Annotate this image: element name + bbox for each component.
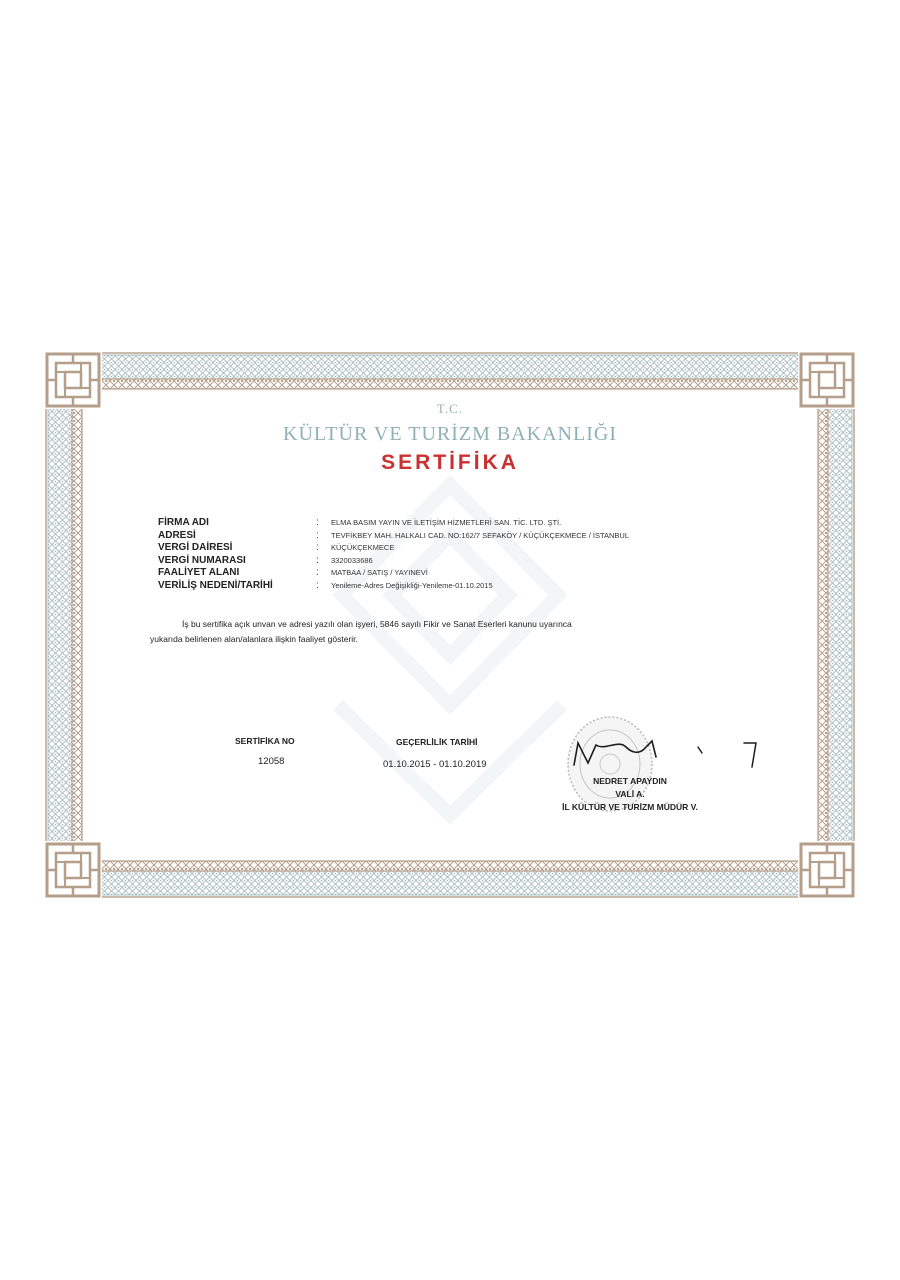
field-separator: : — [316, 529, 319, 541]
field-label: VERGİ NUMARASI — [158, 554, 246, 566]
certificate-title: SERTİFİKA — [381, 451, 519, 474]
field-separator: : — [316, 517, 319, 528]
ministry-name: KÜLTÜR VE TURİZM BAKANLIĞI — [283, 423, 617, 445]
field-row-vergi-numarasi — [158, 555, 798, 568]
country-label: T.C. — [436, 401, 464, 416]
certificate — [38, 345, 862, 905]
field-label: FAALİYET ALANI — [158, 567, 240, 578]
field-label: FİRMA ADI — [158, 517, 209, 528]
certificate-no-value: 12058 — [258, 756, 285, 767]
signature — [566, 733, 776, 773]
statement-line-1: İş bu sertifika açık unvan ve adresi yazılı olan işyeri, 5846 sayılı Fikir ve Sanat Eserleri kanunu uyarınca — [182, 619, 572, 629]
field-label: VERİLİŞ NEDENİ/TARİHİ — [158, 579, 273, 591]
field-value: ELMA BASIM YAYIN VE İLETİŞİM HİZMETLERİ SAN. TİC. LTD. ŞTİ. — [331, 518, 562, 527]
field-value: Yenileme-Adres Değişikliği-Yenileme-01.10.2015 — [331, 580, 493, 590]
validity-label: GEÇERLİLİK TARİHİ — [396, 737, 478, 747]
certificate-no-label: SERTİFİKA NO — [235, 736, 295, 746]
official-name: NEDRET APAYDIN — [593, 776, 667, 786]
field-value: KÜÇÜKÇEKMECE — [331, 543, 395, 552]
statement-line-2: yukarıda belirlenen alan/alanlara ilişkin faaliyet gösterir. — [150, 634, 358, 644]
official-role: VALİ A. — [615, 789, 645, 799]
field-label: VERGİ DAİRESİ — [158, 542, 233, 553]
validity-value: 01.10.2015 - 01.10.2019 — [383, 759, 487, 770]
field-row-faaliyet — [158, 567, 798, 580]
field-value: MATBAA / SATIŞ / YAYINEVİ — [331, 568, 428, 577]
field-value: 3320033686 — [331, 555, 373, 565]
field-row-firma — [158, 517, 798, 530]
certificate-fields — [158, 517, 798, 592]
field-label: ADRESİ — [158, 529, 196, 541]
field-row-adres — [158, 530, 798, 543]
official-title: İL KÜLTÜR VE TURİZM MÜDÜR V. — [562, 802, 698, 812]
official-signature-block — [535, 775, 725, 814]
field-separator: : — [316, 542, 319, 553]
field-row-verilis — [158, 580, 798, 593]
certificate-statement — [150, 617, 770, 647]
field-separator: : — [316, 554, 319, 566]
field-separator: : — [316, 567, 319, 578]
field-row-vergi-dairesi — [158, 542, 798, 555]
field-value: TEVFİKBEY MAH. HALKALI CAD. NO:162/7 SEFAKÖY / KÜÇÜKÇEKMECE / İSTANBUL — [331, 530, 630, 540]
field-separator: : — [316, 579, 319, 591]
